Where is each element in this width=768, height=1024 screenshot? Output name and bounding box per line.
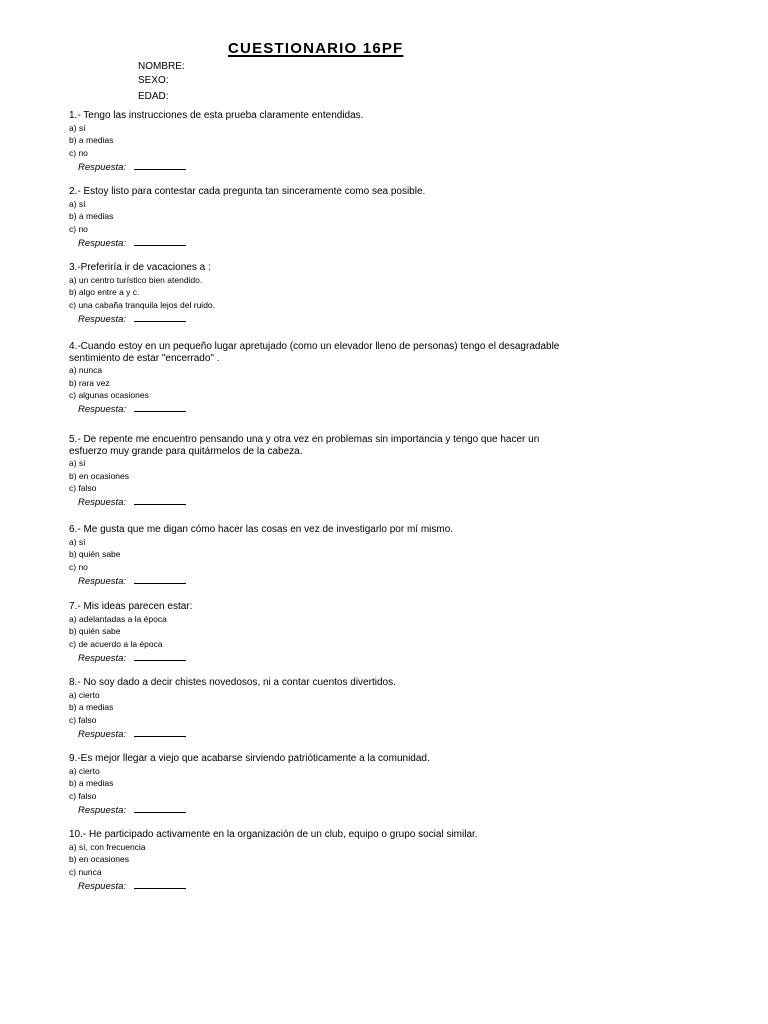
- answer-row: [69, 402, 569, 416]
- question-5: [69, 434, 569, 509]
- question-4: [69, 341, 569, 416]
- option-a: a) sí: [69, 198, 86, 209]
- nombre-field-label: NOMBRE:: [138, 61, 185, 72]
- question-text: 10.- He participado activamente en la organización de un club, equipo o grupo social similar.: [69, 829, 478, 840]
- option-c: c) falso: [69, 790, 97, 801]
- answer-row: [69, 727, 569, 741]
- question-10: [69, 829, 569, 893]
- option-a: a) sí: [69, 536, 86, 547]
- question-text: 2.- Estoy listo para contestar cada pregunta tan sinceramente como sea posible.: [69, 186, 426, 197]
- question-2: [69, 186, 569, 250]
- answer-row: [69, 879, 569, 893]
- answer-row: [69, 312, 569, 326]
- option-b: b) quién sabe: [69, 626, 121, 637]
- answer-blank[interactable]: [134, 312, 186, 322]
- page-title: CUESTIONARIO 16PF: [228, 40, 404, 57]
- answer-label: Respuesta:: [78, 728, 127, 740]
- option-a: a) cierto: [69, 689, 100, 700]
- option-a: a) adelantadas a la época: [69, 613, 167, 624]
- answer-label: Respuesta:: [78, 804, 127, 816]
- option-c: c) falso: [69, 483, 97, 494]
- question-text: 8.- No soy dado a decir chistes novedosos, ni a contar cuentos divertidos.: [69, 677, 396, 688]
- question-text: 6.- Me gusta que me digan cómo hacer las cosas en vez de investigarlo por mí mismo.: [69, 524, 454, 535]
- question-3: [69, 262, 569, 326]
- option-a: a) cierto: [69, 765, 100, 776]
- answer-row: [69, 160, 569, 174]
- answer-label: Respuesta:: [78, 237, 127, 249]
- question-9: [69, 753, 569, 817]
- answer-label: Respuesta:: [78, 497, 127, 509]
- question-1: [69, 110, 569, 174]
- question-text: 1.- Tengo las instrucciones de esta prueba claramente entendidas.: [69, 110, 364, 121]
- option-b: b) algo entre a y c.: [69, 287, 140, 298]
- question-text: 4.-Cuando estoy en un pequeño lugar apretujado (como un elevador lleno de personas) tengo el desagradable sentimiento de estar "encerrado" .: [69, 341, 560, 364]
- option-c: c) algunas ocasiones: [69, 390, 149, 401]
- option-b: b) en ocasiones: [69, 470, 130, 481]
- answer-label: Respuesta:: [78, 652, 127, 664]
- question-text: 5.- De repente me encuentro pensando una y otra vez en problemas sin importancia y tengo que hacer un esfuerzo muy grande para quitármelos de la cabeza.: [69, 434, 540, 457]
- option-a: a) nunca: [69, 365, 103, 375]
- answer-row: [69, 236, 569, 250]
- answer-label: Respuesta:: [78, 404, 127, 416]
- edad-field-label: EDAD:: [138, 91, 169, 102]
- option-b: b) a medias: [69, 702, 114, 713]
- question-text: 9.-Es mejor llegar a viejo que acabarse sirviendo patrióticamente a la comunidad.: [69, 753, 430, 764]
- option-c: c) una cabaña tranquila lejos del ruido.: [69, 299, 216, 310]
- option-c: c) falso: [69, 714, 97, 725]
- option-b: b) quién sabe: [69, 549, 121, 560]
- question-text: 3.-Preferiría ir de vacaciones a :: [69, 262, 211, 273]
- option-c: c) no: [69, 223, 88, 234]
- question-7: [69, 601, 569, 665]
- answer-blank[interactable]: [134, 651, 186, 661]
- answer-row: [69, 651, 569, 665]
- answer-row: [69, 495, 569, 509]
- answer-blank[interactable]: [134, 574, 186, 584]
- sexo-field-label: SEXO:: [138, 75, 169, 86]
- answer-label: Respuesta:: [78, 313, 127, 325]
- answer-label: Respuesta:: [78, 575, 127, 587]
- option-b: b) en ocasiones: [69, 854, 130, 865]
- option-c: c) nunca: [69, 866, 102, 877]
- answer-blank[interactable]: [134, 236, 186, 246]
- answer-blank[interactable]: [134, 727, 186, 737]
- option-b: b) rara vez: [69, 377, 110, 388]
- option-a: a) sí, con frecuencia: [69, 841, 146, 852]
- question-text: 7.- Mis ideas parecen estar:: [69, 601, 193, 612]
- question-8: [69, 677, 569, 741]
- respondent-fields: [138, 60, 185, 104]
- answer-blank[interactable]: [134, 160, 186, 170]
- option-a: a) sí: [69, 122, 86, 133]
- question-6: [69, 524, 569, 588]
- answer-label: Respuesta:: [78, 161, 127, 173]
- option-b: b) a medias: [69, 135, 114, 146]
- answer-blank[interactable]: [134, 879, 186, 889]
- option-c: c) no: [69, 147, 88, 158]
- option-b: b) a medias: [69, 211, 114, 222]
- option-b: b) a medias: [69, 778, 114, 789]
- option-a: a) un centro turístico bien atendido.: [69, 274, 203, 285]
- answer-blank[interactable]: [134, 495, 186, 505]
- answer-blank[interactable]: [134, 402, 186, 412]
- answer-blank[interactable]: [134, 803, 186, 813]
- answer-row: [69, 574, 569, 588]
- option-c: c) no: [69, 561, 88, 572]
- option-c: c) de acuerdo a la época: [69, 638, 163, 649]
- answer-row: [69, 803, 569, 817]
- answer-label: Respuesta:: [78, 880, 127, 892]
- option-a: a) sí: [69, 458, 86, 468]
